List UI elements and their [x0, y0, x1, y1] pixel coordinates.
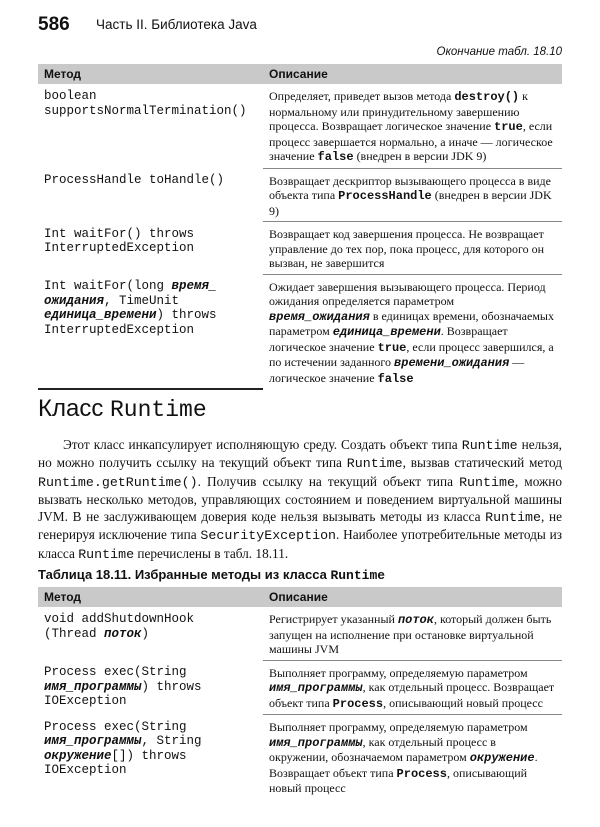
description-text: (внедрен в версии JDK 9): [353, 149, 487, 163]
method-param: единица_времени: [44, 308, 157, 322]
para-text: , можно вызвать несколько методов, управляющих состоянием и поведением виртуальной машины JVM. В не заслуживающем доверия коде нельзя вызывать методы из класса: [38, 473, 562, 525]
table-caption-code: Runtime: [330, 568, 386, 583]
description-text: Ожидает завершения вызывающего процесса. Период ожидания определяется параметром: [269, 279, 546, 308]
inline-code: true: [494, 120, 523, 134]
description-cell: [263, 222, 562, 275]
inline-code: false: [317, 150, 354, 164]
table-18-10: [38, 64, 562, 390]
description-text: , описывающий новый процесс: [383, 695, 543, 710]
method-text: []) throws: [111, 748, 187, 763]
para-text: , вызвав статический метод: [402, 455, 562, 471]
inline-code: SecurityException: [200, 528, 337, 544]
method-param: поток: [104, 626, 142, 641]
inline-param: имя_программы: [269, 735, 363, 750]
description-text: в единицах времени, обозначаемых параметром: [269, 308, 554, 338]
method-cell: [38, 84, 263, 168]
para-text: . Наиболее употребительные методы из класса: [38, 527, 562, 561]
table-row: [38, 715, 562, 799]
table-caption-text: Таблица 18.11. Избранные методы из класса: [38, 567, 331, 582]
method-cell: [38, 168, 263, 222]
para-text: перечислены в табл. 18.11.: [134, 545, 289, 561]
inline-code: true: [377, 340, 407, 355]
method-line: Int waitFor() throws: [44, 226, 195, 241]
method-text: ): [141, 626, 150, 641]
description-text: — логическое значение: [269, 355, 525, 385]
para-text: Этот класс инкапсулирует исполняющую среду. Создать объект типа: [63, 437, 462, 452]
method-cell: [38, 222, 263, 275]
description-text: Выполняет программу, определяемую параметром: [269, 665, 528, 680]
inline-code: false: [377, 371, 414, 386]
inline-code: Runtime: [485, 510, 542, 526]
column-header-description: Описание: [263, 64, 562, 84]
inline-param: поток: [397, 613, 434, 627]
method-line: InterruptedException: [44, 241, 195, 255]
table-row: [38, 168, 562, 222]
inline-code: Process: [332, 696, 384, 711]
table-header-row: [38, 64, 562, 84]
column-header-method: Метод: [38, 587, 263, 607]
description-text: , если процесс завершается нормально, а иначе — логическое значение: [269, 119, 553, 163]
method-param: окружение: [44, 748, 112, 763]
table-caption: [38, 567, 385, 583]
method-line: [44, 734, 257, 749]
method-param: время_: [171, 279, 217, 293]
description-text: , как отдельный процесс. Возвращает объект типа: [269, 680, 555, 710]
method-cell: [38, 715, 263, 799]
method-text: ) throws: [156, 308, 217, 322]
description-text: . Возвращает логическое значение: [269, 324, 508, 354]
description-text: к нормальному или принудительному завершению процесса. Возвращает логическое значение: [269, 89, 528, 133]
method-line: [44, 294, 257, 309]
method-cell: [38, 660, 263, 715]
table-18-11: [38, 587, 562, 799]
method-cell: [38, 607, 263, 660]
para-text: . Получив ссылку на текущий объект типа: [197, 473, 460, 489]
description-text: , как отдельный процесс в окружении, обозначаемом параметром: [269, 734, 496, 764]
inline-param: окружение: [469, 751, 535, 765]
continuation-caption: Окончание табл. 18.10: [436, 46, 562, 58]
description-text: Возвращает дескриптор вызывающего процесса в виде объекта типа: [269, 173, 551, 202]
description-cell: [263, 84, 562, 168]
method-line: [44, 627, 257, 642]
method-line: [44, 308, 257, 323]
inline-code: Runtime: [346, 456, 403, 472]
method-line: void addShutdownHook: [44, 612, 195, 626]
method-line: IOException: [44, 694, 127, 708]
section-heading-code: Runtime: [110, 397, 207, 423]
description-text: , описывающий новый процесс: [269, 765, 528, 795]
inline-code: ProcessHandle: [338, 189, 432, 203]
method-text: , String: [141, 734, 202, 748]
table-row: [38, 607, 562, 660]
description-text: , который должен быть запущен на исполнение при остановке виртуальной машины JVM: [269, 612, 552, 656]
method-line: [44, 279, 257, 294]
method-cell: [38, 274, 263, 389]
inline-code: Runtime: [459, 474, 515, 490]
description-cell: [263, 660, 562, 715]
table-row: [38, 660, 562, 715]
description-text: (внедрен в версии JDK 9): [269, 188, 552, 218]
inline-param: времени_ожидания: [394, 356, 510, 370]
description-cell: [263, 607, 562, 660]
body-paragraph: [38, 436, 562, 563]
column-header-method: Метод: [38, 64, 263, 84]
method-line: supportsNormalTermination(): [44, 103, 247, 118]
method-line: Process exec(String: [44, 719, 187, 734]
inline-code: Runtime: [461, 438, 518, 453]
table-row: [38, 84, 562, 168]
table-row: [38, 274, 562, 389]
inline-code: Runtime: [78, 546, 135, 562]
description-text: Возвращает код завершения процесса. Не возвращает управление до тех пор, пока процесс, для которого он вызван, не завершится: [269, 227, 545, 270]
description-cell: [263, 274, 562, 389]
method-text: ) throws: [141, 679, 202, 694]
method-line: InterruptedException: [44, 322, 195, 337]
description-cell: [263, 168, 562, 222]
method-line: [44, 680, 257, 695]
inline-param: имя_программы: [269, 681, 363, 695]
method-text: , TimeUnit: [104, 293, 180, 308]
description-cell: [263, 715, 562, 799]
column-header-description: Описание: [263, 587, 562, 607]
inline-code: Runtime.getRuntime(): [38, 474, 198, 490]
para-text: нельзя, но можно получить ссылку на текущий объект типа: [38, 437, 563, 471]
table-header-row: [38, 587, 562, 607]
inline-param: время_ожидания: [269, 309, 370, 324]
description-text: , если процесс завершился, а по истечении заданного: [269, 339, 554, 369]
method-line: ProcessHandle toHandle(): [44, 173, 225, 187]
method-param: ожидания: [44, 293, 105, 308]
method-line: Process exec(String: [44, 665, 187, 679]
page-header: [38, 14, 562, 36]
table-row: [38, 222, 562, 275]
page-number: 586: [38, 14, 70, 35]
description-text: Регистрирует указанный: [269, 612, 398, 626]
description-text: . Возвращает объект типа: [269, 750, 538, 780]
method-line: IOException: [44, 763, 127, 777]
running-head: Часть II. Библиотека Java: [96, 17, 257, 32]
description-text: Выполняет программу, определяемую параметром: [269, 720, 528, 734]
inline-code: Process: [396, 766, 447, 781]
method-text: Int waitFor(long: [44, 279, 172, 293]
method-line: [44, 749, 257, 764]
section-heading: [38, 395, 207, 423]
method-param: имя_программы: [44, 734, 142, 748]
inline-param: единица_времени: [332, 325, 441, 339]
method-line: boolean: [44, 89, 97, 103]
description-text: Определяет, приведет вызов метода: [269, 89, 455, 103]
para-text: , не генерируя исключение типа: [38, 509, 563, 543]
inline-code: destroy(): [454, 90, 520, 104]
section-heading-text: Класс: [38, 395, 110, 422]
method-param: имя_программы: [44, 679, 142, 694]
method-text: (Thread: [44, 626, 105, 641]
